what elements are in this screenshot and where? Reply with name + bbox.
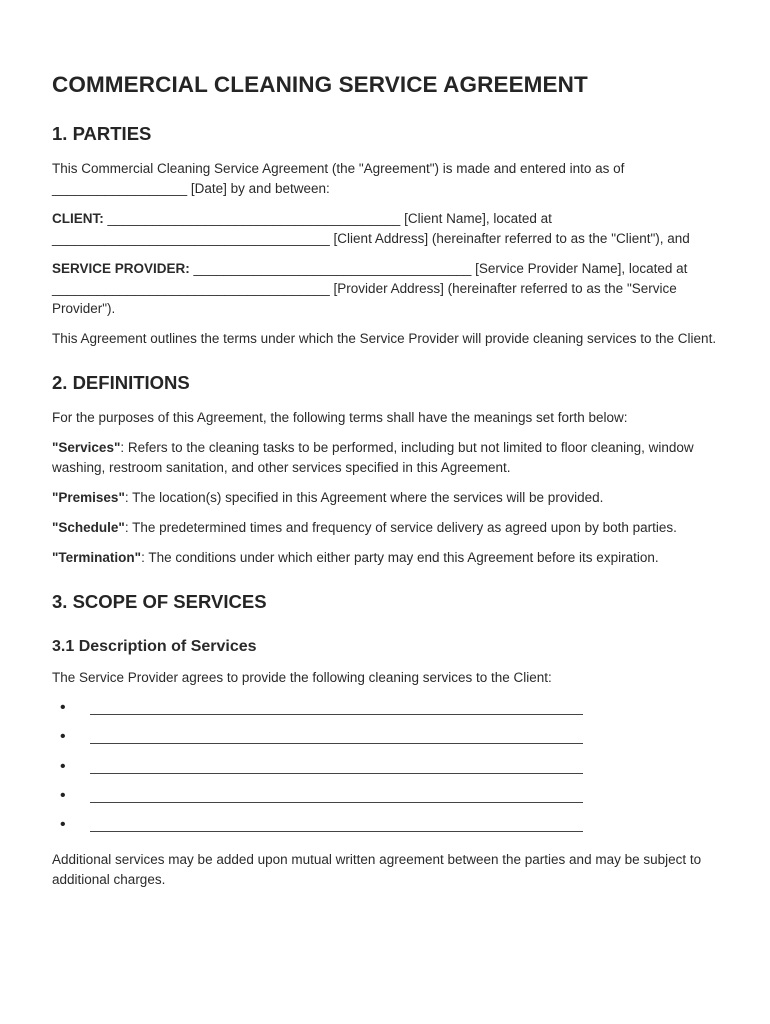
list-item	[52, 786, 718, 815]
client-paragraph	[52, 209, 718, 249]
provider-text: _____________________________________ [Service Provider Name], located at _____________________________________ [Provider Address] (hereinafter referred to as the "Service Provider").	[52, 261, 688, 316]
document-title: COMMERCIAL CLEANING SERVICE AGREEMENT	[52, 72, 588, 97]
scope-intro: The Service Provider agrees to provide the following cleaning services to the Client:	[52, 670, 552, 685]
bullet-icon: •	[60, 786, 66, 804]
definition-schedule	[52, 518, 718, 538]
bullet-icon: •	[60, 816, 66, 834]
blank-line	[90, 698, 583, 715]
definition-term: "Schedule"	[52, 520, 125, 535]
parties-outline: This Agreement outlines the terms under which the Service Provider will provide cleaning services to the Client.	[52, 331, 717, 346]
parties-heading: 1. PARTIES	[52, 123, 152, 144]
blank-line	[90, 757, 583, 774]
scope-heading: 3. SCOPE OF SERVICES	[52, 591, 267, 612]
definitions-intro: For the purposes of this Agreement, the following terms shall have the meanings set forth below:	[52, 410, 628, 425]
bullet-icon: •	[60, 699, 66, 716]
bullet-icon: •	[60, 728, 66, 746]
list-item	[52, 815, 718, 844]
definition-services	[52, 438, 718, 478]
blank-line	[90, 727, 583, 744]
definition-text: : The location(s) specified in this Agreement where the services will be provided.	[124, 490, 604, 505]
definitions-heading: 2. DEFINITIONS	[52, 372, 190, 393]
scope-additional: Additional services may be added upon mutual written agreement between the parties and may be subject to additional charges.	[52, 852, 702, 888]
definition-text: : The conditions under which either party may end this Agreement before its expiration.	[141, 550, 659, 565]
provider-label: SERVICE PROVIDER:	[52, 261, 190, 276]
blank-line	[90, 786, 583, 803]
bullet-icon: •	[60, 757, 66, 775]
service-blank-list	[52, 698, 718, 844]
list-item	[52, 698, 718, 727]
list-item	[52, 727, 718, 756]
definition-text: : Refers to the cleaning tasks to be performed, including but not limited to floor cleaning, window washing, restroom sanitation, and other services specified in this Agreement.	[52, 440, 694, 475]
client-label: CLIENT:	[52, 211, 104, 226]
definition-text: : The predetermined times and frequency of service delivery as agreed upon by both parties.	[124, 520, 677, 535]
provider-paragraph	[52, 259, 718, 319]
section-parties	[52, 123, 718, 349]
section-definitions	[52, 372, 718, 568]
section-scope	[52, 591, 718, 890]
client-text: _______________________________________ [Client Name], located at _____________________________________ [Client Address] (hereinafter referred to as the "Client"), and	[52, 211, 690, 246]
blank-line	[90, 815, 583, 832]
parties-intro: This Commercial Cleaning Service Agreement (the "Agreement") is made and entered into as of __________________ [Date] by and between:	[52, 161, 625, 196]
scope-subheading: 3.1 Description of Services	[52, 638, 257, 655]
list-item	[52, 757, 718, 786]
definition-term: "Services"	[52, 440, 121, 455]
definition-term: "Termination"	[52, 550, 142, 565]
definition-term: "Premises"	[52, 490, 125, 505]
definition-termination	[52, 548, 718, 568]
definition-premises	[52, 488, 718, 508]
